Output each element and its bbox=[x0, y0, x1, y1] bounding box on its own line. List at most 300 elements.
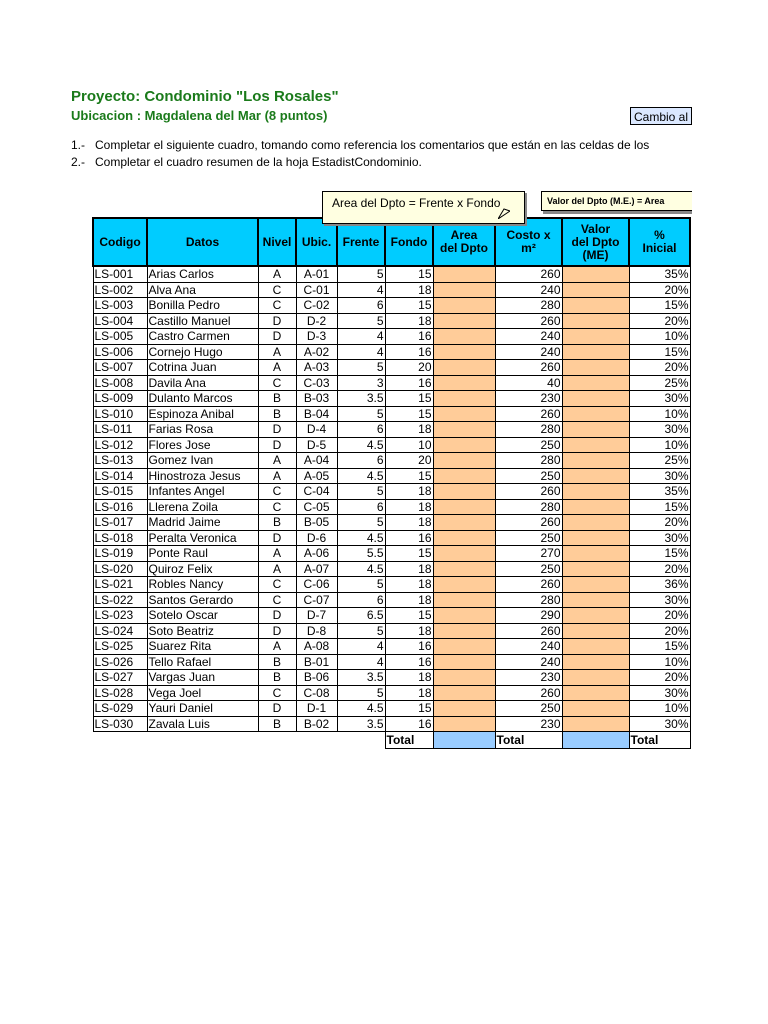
cell-codigo[interactable]: LS-012 bbox=[93, 437, 147, 453]
total-valor-cell[interactable] bbox=[562, 732, 629, 749]
cell-ubic[interactable]: C-05 bbox=[296, 499, 337, 515]
cell-fondo[interactable]: 15 bbox=[385, 298, 433, 314]
cell-area[interactable] bbox=[433, 530, 495, 546]
cell-nivel[interactable]: A bbox=[258, 453, 296, 469]
cell-valor[interactable] bbox=[562, 499, 629, 515]
cell-costo[interactable]: 280 bbox=[495, 592, 562, 608]
cell-nivel[interactable]: B bbox=[258, 654, 296, 670]
cell-fondo[interactable]: 18 bbox=[385, 623, 433, 639]
cell-nivel[interactable]: D bbox=[258, 422, 296, 438]
cell-pct-inicial[interactable]: 36% bbox=[629, 577, 690, 593]
cell-codigo[interactable]: LS-025 bbox=[93, 639, 147, 655]
cell-datos[interactable]: Ponte Raul bbox=[147, 546, 258, 562]
cell-frente[interactable]: 4.5 bbox=[337, 530, 385, 546]
cell-frente[interactable]: 3.5 bbox=[337, 670, 385, 686]
cell-area[interactable] bbox=[433, 608, 495, 624]
cell-valor[interactable] bbox=[562, 375, 629, 391]
cell-ubic[interactable]: A-04 bbox=[296, 453, 337, 469]
cell-nivel[interactable]: C bbox=[258, 282, 296, 298]
cell-datos[interactable]: Vega Joel bbox=[147, 685, 258, 701]
cell-area[interactable] bbox=[433, 313, 495, 329]
cell-area[interactable] bbox=[433, 453, 495, 469]
cell-codigo[interactable]: LS-020 bbox=[93, 561, 147, 577]
cell-fondo[interactable]: 18 bbox=[385, 561, 433, 577]
cell-costo[interactable]: 240 bbox=[495, 639, 562, 655]
cell-nivel[interactable]: B bbox=[258, 391, 296, 407]
cell-pct-inicial[interactable]: 20% bbox=[629, 515, 690, 531]
cell-valor[interactable] bbox=[562, 515, 629, 531]
cell-costo[interactable]: 250 bbox=[495, 468, 562, 484]
cell-ubic[interactable]: C-02 bbox=[296, 298, 337, 314]
cell-codigo[interactable]: LS-007 bbox=[93, 360, 147, 376]
cell-pct-inicial[interactable]: 20% bbox=[629, 670, 690, 686]
cell-frente[interactable]: 5 bbox=[337, 623, 385, 639]
cell-pct-inicial[interactable]: 15% bbox=[629, 499, 690, 515]
cell-pct-inicial[interactable]: 20% bbox=[629, 623, 690, 639]
cell-valor[interactable] bbox=[562, 577, 629, 593]
cell-datos[interactable]: Davila Ana bbox=[147, 375, 258, 391]
cell-datos[interactable]: Arias Carlos bbox=[147, 266, 258, 282]
cell-ubic[interactable]: A-07 bbox=[296, 561, 337, 577]
cell-valor[interactable] bbox=[562, 406, 629, 422]
cell-fondo[interactable]: 16 bbox=[385, 654, 433, 670]
cell-frente[interactable]: 5 bbox=[337, 360, 385, 376]
cell-codigo[interactable]: LS-019 bbox=[93, 546, 147, 562]
cell-datos[interactable]: Dulanto Marcos bbox=[147, 391, 258, 407]
cell-costo[interactable]: 240 bbox=[495, 654, 562, 670]
cell-pct-inicial[interactable]: 25% bbox=[629, 375, 690, 391]
cell-valor[interactable] bbox=[562, 313, 629, 329]
cell-ubic[interactable]: C-07 bbox=[296, 592, 337, 608]
cell-nivel[interactable]: D bbox=[258, 701, 296, 717]
cell-costo[interactable]: 260 bbox=[495, 515, 562, 531]
cell-valor[interactable] bbox=[562, 282, 629, 298]
cell-costo[interactable]: 250 bbox=[495, 561, 562, 577]
cell-area[interactable] bbox=[433, 282, 495, 298]
cell-fondo[interactable]: 16 bbox=[385, 375, 433, 391]
cell-area[interactable] bbox=[433, 701, 495, 717]
cell-valor[interactable] bbox=[562, 468, 629, 484]
cell-nivel[interactable]: C bbox=[258, 577, 296, 593]
cell-area[interactable] bbox=[433, 654, 495, 670]
cell-nivel[interactable]: D bbox=[258, 608, 296, 624]
cell-datos[interactable]: Alva Ana bbox=[147, 282, 258, 298]
cell-nivel[interactable]: B bbox=[258, 515, 296, 531]
cell-datos[interactable]: Santos Gerardo bbox=[147, 592, 258, 608]
cell-datos[interactable]: Hinostroza Jesus bbox=[147, 468, 258, 484]
cell-valor[interactable] bbox=[562, 623, 629, 639]
cell-valor[interactable] bbox=[562, 437, 629, 453]
cell-fondo[interactable]: 15 bbox=[385, 546, 433, 562]
cell-datos[interactable]: Cotrina Juan bbox=[147, 360, 258, 376]
cell-area[interactable] bbox=[433, 484, 495, 500]
cell-fondo[interactable]: 15 bbox=[385, 266, 433, 282]
cell-codigo[interactable]: LS-003 bbox=[93, 298, 147, 314]
cell-codigo[interactable]: LS-026 bbox=[93, 654, 147, 670]
cell-fondo[interactable]: 18 bbox=[385, 313, 433, 329]
cell-fondo[interactable]: 15 bbox=[385, 406, 433, 422]
cell-frente[interactable]: 6 bbox=[337, 298, 385, 314]
cell-datos[interactable]: Infantes Angel bbox=[147, 484, 258, 500]
cell-fondo[interactable]: 18 bbox=[385, 685, 433, 701]
cell-pct-inicial[interactable]: 35% bbox=[629, 266, 690, 282]
cell-area[interactable] bbox=[433, 515, 495, 531]
cell-codigo[interactable]: LS-013 bbox=[93, 453, 147, 469]
cell-area[interactable] bbox=[433, 468, 495, 484]
cell-pct-inicial[interactable]: 20% bbox=[629, 561, 690, 577]
cell-area[interactable] bbox=[433, 561, 495, 577]
cell-ubic[interactable]: D-5 bbox=[296, 437, 337, 453]
cell-codigo[interactable]: LS-021 bbox=[93, 577, 147, 593]
cell-area[interactable] bbox=[433, 499, 495, 515]
cell-frente[interactable]: 5.5 bbox=[337, 546, 385, 562]
cell-costo[interactable]: 230 bbox=[495, 716, 562, 732]
cell-ubic[interactable]: C-06 bbox=[296, 577, 337, 593]
cell-codigo[interactable]: LS-022 bbox=[93, 592, 147, 608]
cell-codigo[interactable]: LS-027 bbox=[93, 670, 147, 686]
cell-codigo[interactable]: LS-002 bbox=[93, 282, 147, 298]
cell-area[interactable] bbox=[433, 623, 495, 639]
cell-pct-inicial[interactable]: 20% bbox=[629, 360, 690, 376]
cell-frente[interactable]: 4 bbox=[337, 329, 385, 345]
cell-fondo[interactable]: 15 bbox=[385, 701, 433, 717]
cell-frente[interactable]: 6.5 bbox=[337, 608, 385, 624]
cell-datos[interactable]: Robles Nancy bbox=[147, 577, 258, 593]
cell-fondo[interactable]: 15 bbox=[385, 391, 433, 407]
cell-valor[interactable] bbox=[562, 453, 629, 469]
cell-ubic[interactable]: B-05 bbox=[296, 515, 337, 531]
cell-area[interactable] bbox=[433, 437, 495, 453]
cell-costo[interactable]: 240 bbox=[495, 344, 562, 360]
cell-ubic[interactable]: A-01 bbox=[296, 266, 337, 282]
cell-codigo[interactable]: LS-014 bbox=[93, 468, 147, 484]
cell-datos[interactable]: Flores Jose bbox=[147, 437, 258, 453]
cell-pct-inicial[interactable]: 15% bbox=[629, 298, 690, 314]
cell-frente[interactable]: 5 bbox=[337, 577, 385, 593]
cell-valor[interactable] bbox=[562, 266, 629, 282]
cell-codigo[interactable]: LS-005 bbox=[93, 329, 147, 345]
cell-area[interactable] bbox=[433, 546, 495, 562]
cell-nivel[interactable]: B bbox=[258, 670, 296, 686]
cell-frente[interactable]: 4.5 bbox=[337, 468, 385, 484]
cell-frente[interactable]: 4.5 bbox=[337, 437, 385, 453]
cell-pct-inicial[interactable]: 15% bbox=[629, 344, 690, 360]
cell-fondo[interactable]: 18 bbox=[385, 577, 433, 593]
cell-valor[interactable] bbox=[562, 608, 629, 624]
cell-valor[interactable] bbox=[562, 716, 629, 732]
cell-codigo[interactable]: LS-006 bbox=[93, 344, 147, 360]
cell-codigo[interactable]: LS-010 bbox=[93, 406, 147, 422]
cell-frente[interactable]: 6 bbox=[337, 592, 385, 608]
cell-costo[interactable]: 250 bbox=[495, 530, 562, 546]
cell-pct-inicial[interactable]: 10% bbox=[629, 701, 690, 717]
cell-fondo[interactable]: 16 bbox=[385, 530, 433, 546]
cell-ubic[interactable]: A-08 bbox=[296, 639, 337, 655]
cell-frente[interactable]: 5 bbox=[337, 484, 385, 500]
cell-valor[interactable] bbox=[562, 561, 629, 577]
cell-codigo[interactable]: LS-023 bbox=[93, 608, 147, 624]
cell-pct-inicial[interactable]: 10% bbox=[629, 329, 690, 345]
cell-area[interactable] bbox=[433, 391, 495, 407]
cell-datos[interactable]: Madrid Jaime bbox=[147, 515, 258, 531]
cell-costo[interactable]: 230 bbox=[495, 391, 562, 407]
cell-area[interactable] bbox=[433, 298, 495, 314]
cell-valor[interactable] bbox=[562, 391, 629, 407]
cell-valor[interactable] bbox=[562, 685, 629, 701]
cell-ubic[interactable]: D-7 bbox=[296, 608, 337, 624]
cell-nivel[interactable]: A bbox=[258, 561, 296, 577]
cell-costo[interactable]: 270 bbox=[495, 546, 562, 562]
cell-frente[interactable]: 5 bbox=[337, 313, 385, 329]
cell-costo[interactable]: 230 bbox=[495, 670, 562, 686]
cell-costo[interactable]: 240 bbox=[495, 329, 562, 345]
cell-fondo[interactable]: 16 bbox=[385, 716, 433, 732]
cell-frente[interactable]: 4 bbox=[337, 639, 385, 655]
cell-datos[interactable]: Cornejo Hugo bbox=[147, 344, 258, 360]
cell-valor[interactable] bbox=[562, 298, 629, 314]
cell-datos[interactable]: Quiroz Felix bbox=[147, 561, 258, 577]
cell-codigo[interactable]: LS-001 bbox=[93, 266, 147, 282]
cell-pct-inicial[interactable]: 20% bbox=[629, 313, 690, 329]
cell-valor[interactable] bbox=[562, 360, 629, 376]
cell-nivel[interactable]: C bbox=[258, 375, 296, 391]
cell-pct-inicial[interactable]: 10% bbox=[629, 654, 690, 670]
cell-frente[interactable]: 4 bbox=[337, 654, 385, 670]
cell-costo[interactable]: 280 bbox=[495, 453, 562, 469]
cell-valor[interactable] bbox=[562, 344, 629, 360]
cell-datos[interactable]: Yauri Daniel bbox=[147, 701, 258, 717]
cell-pct-inicial[interactable]: 30% bbox=[629, 468, 690, 484]
cell-codigo[interactable]: LS-024 bbox=[93, 623, 147, 639]
cell-codigo[interactable]: LS-029 bbox=[93, 701, 147, 717]
cell-area[interactable] bbox=[433, 406, 495, 422]
cell-datos[interactable]: Castillo Manuel bbox=[147, 313, 258, 329]
cell-costo[interactable]: 260 bbox=[495, 360, 562, 376]
cell-nivel[interactable]: A bbox=[258, 468, 296, 484]
cell-costo[interactable]: 260 bbox=[495, 484, 562, 500]
cell-pct-inicial[interactable]: 20% bbox=[629, 282, 690, 298]
cell-datos[interactable]: Castro Carmen bbox=[147, 329, 258, 345]
cell-datos[interactable]: Vargas Juan bbox=[147, 670, 258, 686]
cell-datos[interactable]: Zavala Luis bbox=[147, 716, 258, 732]
cell-frente[interactable]: 6 bbox=[337, 422, 385, 438]
cell-fondo[interactable]: 18 bbox=[385, 515, 433, 531]
cell-ubic[interactable]: B-03 bbox=[296, 391, 337, 407]
cell-nivel[interactable]: D bbox=[258, 530, 296, 546]
cell-costo[interactable]: 260 bbox=[495, 313, 562, 329]
cell-area[interactable] bbox=[433, 639, 495, 655]
cell-fondo[interactable]: 15 bbox=[385, 608, 433, 624]
cell-nivel[interactable]: B bbox=[258, 406, 296, 422]
cell-ubic[interactable]: D-3 bbox=[296, 329, 337, 345]
cell-frente[interactable]: 3.5 bbox=[337, 391, 385, 407]
cell-costo[interactable]: 280 bbox=[495, 422, 562, 438]
cell-nivel[interactable]: C bbox=[258, 298, 296, 314]
cell-ubic[interactable]: C-03 bbox=[296, 375, 337, 391]
cell-datos[interactable]: Gomez Ivan bbox=[147, 453, 258, 469]
cell-area[interactable] bbox=[433, 329, 495, 345]
cell-datos[interactable]: Peralta Veronica bbox=[147, 530, 258, 546]
cell-valor[interactable] bbox=[562, 701, 629, 717]
header-codigo[interactable]: Codigo bbox=[93, 218, 147, 266]
cell-codigo[interactable]: LS-011 bbox=[93, 422, 147, 438]
cell-nivel[interactable]: D bbox=[258, 329, 296, 345]
cell-fondo[interactable]: 18 bbox=[385, 592, 433, 608]
cell-codigo[interactable]: LS-030 bbox=[93, 716, 147, 732]
header-nivel[interactable]: Nivel bbox=[258, 218, 296, 266]
cell-fondo[interactable]: 18 bbox=[385, 670, 433, 686]
header-costo[interactable] bbox=[495, 218, 562, 266]
cell-ubic[interactable]: A-06 bbox=[296, 546, 337, 562]
cell-costo[interactable]: 250 bbox=[495, 437, 562, 453]
cell-codigo[interactable]: LS-009 bbox=[93, 391, 147, 407]
cell-codigo[interactable]: LS-004 bbox=[93, 313, 147, 329]
cell-nivel[interactable]: B bbox=[258, 716, 296, 732]
cell-codigo[interactable]: LS-018 bbox=[93, 530, 147, 546]
cell-frente[interactable]: 6 bbox=[337, 499, 385, 515]
cell-fondo[interactable]: 18 bbox=[385, 499, 433, 515]
cell-datos[interactable]: Farias Rosa bbox=[147, 422, 258, 438]
cell-ubic[interactable]: D-4 bbox=[296, 422, 337, 438]
cell-datos[interactable]: Tello Rafael bbox=[147, 654, 258, 670]
cell-fondo[interactable]: 16 bbox=[385, 344, 433, 360]
cell-area[interactable] bbox=[433, 716, 495, 732]
cell-area[interactable] bbox=[433, 577, 495, 593]
cell-fondo[interactable]: 16 bbox=[385, 639, 433, 655]
cell-datos[interactable]: Sotelo Oscar bbox=[147, 608, 258, 624]
cell-ubic[interactable]: A-03 bbox=[296, 360, 337, 376]
cell-nivel[interactable]: C bbox=[258, 592, 296, 608]
cell-frente[interactable]: 4 bbox=[337, 344, 385, 360]
cell-nivel[interactable]: D bbox=[258, 313, 296, 329]
cell-pct-inicial[interactable]: 10% bbox=[629, 437, 690, 453]
cell-valor[interactable] bbox=[562, 670, 629, 686]
cell-nivel[interactable]: C bbox=[258, 484, 296, 500]
cell-pct-inicial[interactable]: 35% bbox=[629, 484, 690, 500]
total-area-cell[interactable] bbox=[433, 732, 495, 749]
cell-nivel[interactable]: A bbox=[258, 344, 296, 360]
cell-area[interactable] bbox=[433, 375, 495, 391]
header-pct-inicial[interactable] bbox=[629, 218, 690, 266]
cell-datos[interactable]: Bonilla Pedro bbox=[147, 298, 258, 314]
cell-frente[interactable]: 5 bbox=[337, 406, 385, 422]
cell-fondo[interactable]: 16 bbox=[385, 329, 433, 345]
cell-fondo[interactable]: 15 bbox=[385, 468, 433, 484]
cell-frente[interactable]: 6 bbox=[337, 453, 385, 469]
cell-ubic[interactable]: B-04 bbox=[296, 406, 337, 422]
cell-costo[interactable]: 260 bbox=[495, 577, 562, 593]
cell-fondo[interactable]: 18 bbox=[385, 484, 433, 500]
cell-frente[interactable]: 5 bbox=[337, 266, 385, 282]
cell-nivel[interactable]: D bbox=[258, 437, 296, 453]
cell-datos[interactable]: Suarez Rita bbox=[147, 639, 258, 655]
cell-ubic[interactable]: C-04 bbox=[296, 484, 337, 500]
cell-area[interactable] bbox=[433, 685, 495, 701]
cell-fondo[interactable]: 18 bbox=[385, 282, 433, 298]
cell-frente[interactable]: 5 bbox=[337, 515, 385, 531]
cell-pct-inicial[interactable]: 30% bbox=[629, 530, 690, 546]
cell-nivel[interactable]: A bbox=[258, 360, 296, 376]
cell-area[interactable] bbox=[433, 360, 495, 376]
cell-area[interactable] bbox=[433, 670, 495, 686]
cell-valor[interactable] bbox=[562, 422, 629, 438]
cell-fondo[interactable]: 20 bbox=[385, 453, 433, 469]
cell-frente[interactable]: 3.5 bbox=[337, 716, 385, 732]
cell-valor[interactable] bbox=[562, 329, 629, 345]
cell-costo[interactable]: 260 bbox=[495, 685, 562, 701]
cell-ubic[interactable]: D-2 bbox=[296, 313, 337, 329]
cell-valor[interactable] bbox=[562, 530, 629, 546]
cell-pct-inicial[interactable]: 10% bbox=[629, 406, 690, 422]
cell-pct-inicial[interactable]: 20% bbox=[629, 608, 690, 624]
cell-area[interactable] bbox=[433, 344, 495, 360]
cell-costo[interactable]: 280 bbox=[495, 499, 562, 515]
header-valor[interactable] bbox=[562, 218, 629, 266]
cell-datos[interactable]: Llerena Zoila bbox=[147, 499, 258, 515]
cell-valor[interactable] bbox=[562, 546, 629, 562]
cell-codigo[interactable]: LS-017 bbox=[93, 515, 147, 531]
cell-pct-inicial[interactable]: 30% bbox=[629, 391, 690, 407]
cell-costo[interactable]: 240 bbox=[495, 282, 562, 298]
cambio-button[interactable]: Cambio al bbox=[630, 107, 692, 125]
cell-valor[interactable] bbox=[562, 592, 629, 608]
header-datos[interactable]: Datos bbox=[147, 218, 258, 266]
cell-ubic[interactable]: B-01 bbox=[296, 654, 337, 670]
cell-nivel[interactable]: A bbox=[258, 639, 296, 655]
cell-costo[interactable]: 250 bbox=[495, 701, 562, 717]
cell-costo[interactable]: 260 bbox=[495, 623, 562, 639]
cell-pct-inicial[interactable]: 25% bbox=[629, 453, 690, 469]
cell-area[interactable] bbox=[433, 422, 495, 438]
cell-codigo[interactable]: LS-015 bbox=[93, 484, 147, 500]
cell-pct-inicial[interactable]: 15% bbox=[629, 639, 690, 655]
cell-ubic[interactable]: D-6 bbox=[296, 530, 337, 546]
cell-ubic[interactable]: C-08 bbox=[296, 685, 337, 701]
cell-fondo[interactable]: 10 bbox=[385, 437, 433, 453]
cell-frente[interactable]: 3 bbox=[337, 375, 385, 391]
cell-fondo[interactable]: 20 bbox=[385, 360, 433, 376]
cell-valor[interactable] bbox=[562, 639, 629, 655]
cell-frente[interactable]: 4.5 bbox=[337, 701, 385, 717]
cell-pct-inicial[interactable]: 15% bbox=[629, 546, 690, 562]
cell-ubic[interactable]: A-02 bbox=[296, 344, 337, 360]
cell-ubic[interactable]: B-02 bbox=[296, 716, 337, 732]
cell-nivel[interactable]: C bbox=[258, 685, 296, 701]
cell-ubic[interactable]: D-1 bbox=[296, 701, 337, 717]
cell-nivel[interactable]: A bbox=[258, 266, 296, 282]
cell-pct-inicial[interactable]: 30% bbox=[629, 422, 690, 438]
cell-codigo[interactable]: LS-008 bbox=[93, 375, 147, 391]
cell-pct-inicial[interactable]: 30% bbox=[629, 592, 690, 608]
cell-ubic[interactable]: D-8 bbox=[296, 623, 337, 639]
cell-costo[interactable]: 290 bbox=[495, 608, 562, 624]
cell-nivel[interactable]: C bbox=[258, 499, 296, 515]
cell-costo[interactable]: 260 bbox=[495, 266, 562, 282]
cell-frente[interactable]: 5 bbox=[337, 685, 385, 701]
cell-area[interactable] bbox=[433, 592, 495, 608]
cell-datos[interactable]: Espinoza Anibal bbox=[147, 406, 258, 422]
cell-fondo[interactable]: 18 bbox=[385, 422, 433, 438]
header-ubic[interactable]: Ubic. bbox=[296, 218, 337, 266]
header-area[interactable] bbox=[433, 218, 495, 266]
cell-area[interactable] bbox=[433, 266, 495, 282]
cell-valor[interactable] bbox=[562, 484, 629, 500]
cell-costo[interactable]: 260 bbox=[495, 406, 562, 422]
cell-codigo[interactable]: LS-028 bbox=[93, 685, 147, 701]
cell-pct-inicial[interactable]: 30% bbox=[629, 685, 690, 701]
cell-frente[interactable]: 4 bbox=[337, 282, 385, 298]
cell-costo[interactable]: 40 bbox=[495, 375, 562, 391]
